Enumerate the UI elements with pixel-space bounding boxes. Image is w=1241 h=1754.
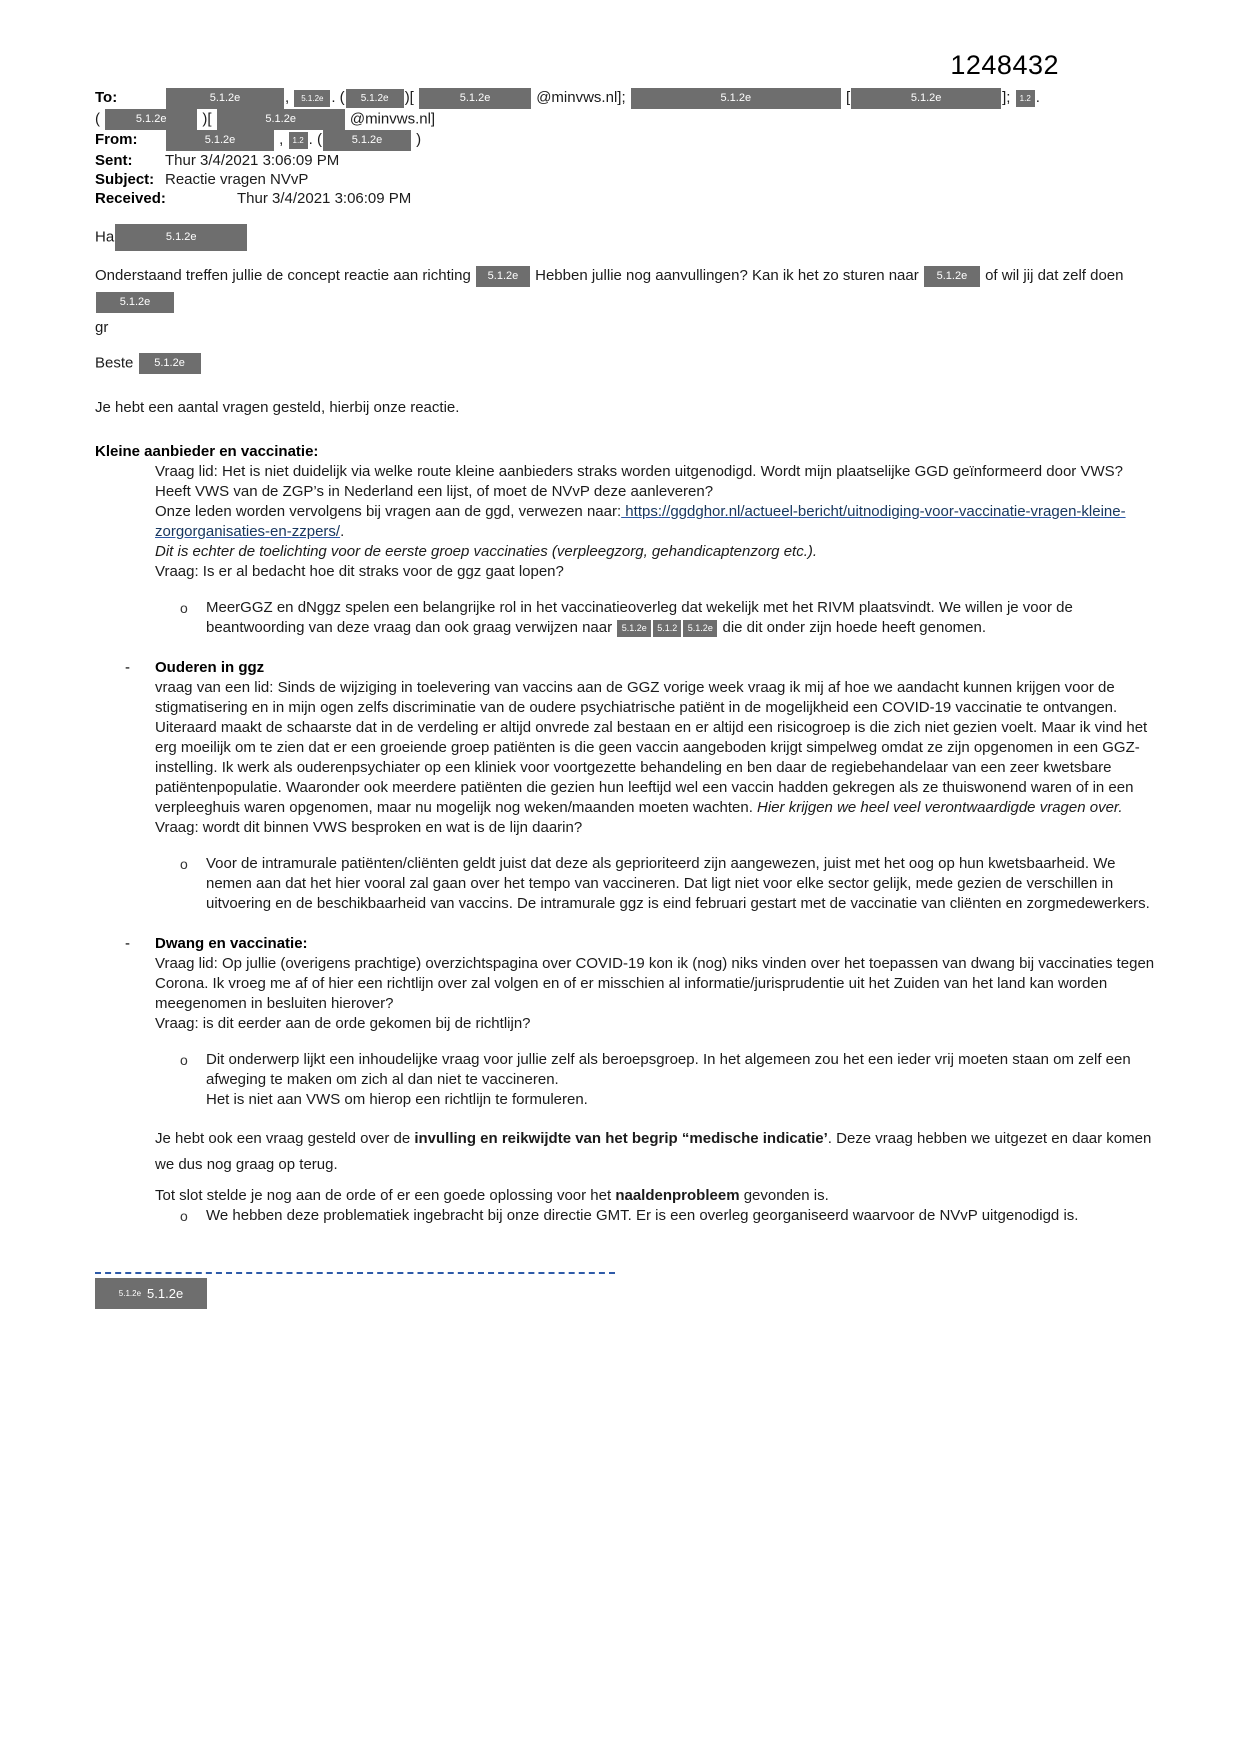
- section-heading: [125, 934, 1159, 954]
- redaction-box: 5.1.2e: [217, 109, 345, 130]
- redaction-box: 5.1.2e: [96, 292, 174, 313]
- bullet-text: [206, 1206, 1159, 1226]
- text-run: Hebben jullie nog aanvullingen? Kan ik het zo sturen naar: [530, 267, 923, 284]
- bullet-item: [180, 854, 1159, 914]
- bullet-item: [180, 598, 1159, 638]
- email-body: [95, 224, 1159, 1226]
- text-run: gevonden is.: [739, 1187, 829, 1204]
- text-run: Vraag: wordt dit binnen VWS besproken en wat is de lijn daarin?: [155, 819, 583, 836]
- text-run: gr: [95, 319, 109, 336]
- text-run: ): [411, 131, 422, 149]
- bullet-text: [206, 1050, 1159, 1110]
- text-run: )[: [198, 110, 216, 128]
- text-run: die dit onder zijn hoede heeft genomen.: [718, 619, 987, 636]
- sent-label: Sent:: [95, 152, 133, 169]
- header-row-sent: [95, 151, 1159, 170]
- text-run: (: [95, 110, 105, 128]
- text-run: ];: [1002, 89, 1015, 107]
- paragraph: [95, 224, 1159, 251]
- text-run: Vraag lid: Op jullie (overigens prachtige) overzichtspagina over COVID-19 kon ik (nog) niks vinden over het toepassen van dwang bij vaccinaties tegen Corona. Ik vroeg me af of hier een richtlijn over zal volgen en of er misschien al informatie/jurisprudentie uit het Zuiden van het land kan worden meegenomen in besluiten hierover?: [155, 955, 1155, 1012]
- from-value: [165, 131, 421, 148]
- text-run: Dit is echter de toelichting voor de eerste groep vaccinaties (verpleegzorg, gehandicaptenzorg etc.).: [155, 543, 818, 560]
- paragraph: [155, 462, 1159, 502]
- paragraph: [155, 678, 1159, 818]
- paragraph: [155, 1014, 1159, 1034]
- text-run: Het is niet aan VWS om hierop een richtlijn te formuleren.: [206, 1091, 588, 1108]
- text-run: Dit onderwerp lijkt een inhoudelijke vraag voor jullie zelf als beroepsgroep. In het algemeen zou het een ieder vrij moeten staan om zelf een afweging te maken om zich al dan niet te vaccineren.: [206, 1051, 1131, 1088]
- document-id: 1248432: [950, 50, 1059, 80]
- text-run: Hier krijgen we heel veel verontwaardigde vragen over.: [757, 799, 1123, 816]
- bullet-text: [206, 854, 1159, 914]
- text-run: @minvws.nl]: [345, 110, 436, 128]
- header-row-subject: [95, 170, 1159, 189]
- header-row-received: [95, 189, 1159, 208]
- paragraph: [95, 353, 1159, 374]
- received-value: Thur 3/4/2021 3:06:09 PM: [237, 190, 412, 207]
- paragraph: [155, 818, 1159, 838]
- redaction-label-large: 5.1.2e: [147, 1286, 184, 1301]
- dash-bullet-marker: -: [125, 659, 130, 676]
- text-run: We hebben deze problematiek ingebracht bij onze directie GMT. Er is een overleg georganiseerd waarvoor de NVvP uitgenodigd is.: [206, 1207, 1079, 1224]
- text-run: )[: [404, 89, 419, 107]
- to-value-line1: [165, 89, 1040, 106]
- text-run: naaldenprobleem: [615, 1187, 740, 1204]
- redaction-label-small: 5.1.2e: [118, 1289, 142, 1298]
- sent-value: Thur 3/4/2021 3:06:09 PM: [165, 152, 340, 169]
- text-run: Onderstaand treffen jullie de concept reactie aan richting: [95, 267, 475, 284]
- redaction-box: 5.1.2e: [617, 620, 651, 637]
- dash-bullet-marker: -: [125, 935, 130, 952]
- text-run: Ha: [95, 228, 115, 246]
- redaction-box: 5.1.2e: [105, 109, 197, 130]
- bullet-item: [180, 1050, 1159, 1110]
- redaction-box: 5.1.2: [653, 620, 681, 637]
- paragraph: [155, 542, 1159, 562]
- text-run: MeerGGZ en dNggz spelen een belangrijke rol in het vaccinatieoverleg dat wekelijk met het RIVM plaatsvindt. We willen je voor de beantwoording van deze vraag dan ook graag verwijzen naar: [206, 599, 1073, 636]
- text-run: . (: [308, 131, 322, 149]
- text-run: [: [841, 89, 851, 107]
- header-row-to-continuation: [95, 109, 1159, 130]
- email-header: [95, 88, 1159, 208]
- text-run: . (: [331, 89, 345, 107]
- text-run: Vraag: Is er al bedacht hoe dit straks voor de ggz gaat lopen?: [155, 563, 564, 580]
- subject-label: Subject:: [95, 171, 155, 188]
- redaction-box: 5.1.2e: [924, 266, 980, 287]
- bullet-marker: o: [180, 856, 188, 872]
- text-run: @minvws.nl];: [532, 89, 630, 107]
- text-run: of wil jij dat zelf doen: [980, 267, 1124, 284]
- text-run: Voor de intramurale patiënten/cliënten geldt juist dat deze als geprioriteerd zijn aangewezen, juist met het oog op hun kwetsbaarheid. We nemen aan dat het hier vooral zal gaan over het tempo van vaccineren. Dat ligt niet voor elke sector gelijk, mede gezien de verschillen in uitvoering en de beschikbaarheid van vaccins. De intramurale ggz is eind februari gestart met de vaccinatie van cliënten en zorgmedewerkers.: [206, 855, 1150, 912]
- bullet-marker: o: [180, 1052, 188, 1068]
- paragraph: [95, 315, 1159, 341]
- redaction-box: 5.1.2e: [346, 89, 404, 108]
- text-run: invulling en reikwijdte van het begrip “medische indicatie’: [414, 1130, 828, 1147]
- redaction-box: 5.1.2e: [294, 90, 330, 107]
- paragraph: [155, 954, 1159, 1014]
- dashed-separator: [95, 1272, 615, 1274]
- redaction-box: 5.1.2e: [683, 620, 717, 637]
- bullet-marker: o: [180, 1208, 188, 1224]
- bullet-text: [206, 598, 1159, 638]
- to-label: To:: [95, 89, 118, 107]
- text-run: ,: [275, 131, 288, 149]
- bullet-marker: o: [180, 600, 188, 616]
- signature-redaction-box: [95, 1278, 207, 1309]
- text-run: Beste: [95, 354, 138, 372]
- paragraph: [155, 1126, 1159, 1178]
- redaction-box: 1.2: [1016, 90, 1035, 107]
- redaction-box: 5.1.2e: [476, 266, 530, 287]
- redaction-box: 5.1.2e: [166, 88, 284, 109]
- text-run: .: [340, 523, 345, 540]
- redaction-box: 5.1.2e: [419, 88, 531, 109]
- redaction-box: 5.1.2e: [631, 88, 841, 109]
- text-run: .: [1035, 89, 1040, 107]
- received-label: Received:: [95, 190, 166, 207]
- subject-value: Reactie vragen NVvP: [165, 171, 309, 188]
- text-run: Tot slot stelde je nog aan de orde of er een goede oplossing voor het: [155, 1187, 616, 1204]
- text-run: Je hebt ook een vraag gesteld over de: [155, 1130, 415, 1147]
- redaction-box: 5.1.2e: [139, 353, 201, 374]
- text-run: vraag van een lid: Sinds de wijziging in toelevering van vaccins aan de GGZ vorige week vraag ik mij af hoe we aandacht kunnen krijgen voor de stigmatisering en in mijn ogen zelfs discriminatie van de oudere psychiatrische patiënt in de mogelijkheid een COVID-19 vaccinatie te ontvangen. Uiteraard maakt de schaarste dat in de verdeling er altijd onvrede zal bestaan en er altijd een risicogroep is die zich niet gezien voelt. Maar ik vind het erg moeilijk om te zien dat er een groeiende groep patiënten is die geen vaccin aangeboden krijgt simpelweg omdat ze zijn opgenomen in een GGZ-instelling. Ik werk als ouderenpsychiater op een kliniek voor voortgezette behandeling en ben daar de regiebehandelaar van een zeer kwetsbare patiëntenpopulatie. Waaronder ook meerdere patiënten die gezien hun leeftijd wel een vaccin hadden gekregen als ze thuiswonend waren of in een verpleeghuis waren opgenomen, maar nu mogelijk nog weken/maanden moeten wachten.: [155, 679, 1148, 816]
- paragraph: [155, 562, 1159, 582]
- text-run: Vraag lid: Het is niet duidelijk via welke route kleine aanbieders straks worden uitgenodigd. Wordt mijn plaatselijke GGD geïnformeerd door VWS? Heeft VWS van de ZGP’s in Nederland een lijst, of moet de NVvP deze aanleveren?: [155, 463, 1123, 500]
- text-run: ,: [285, 89, 294, 107]
- redaction-box: 5.1.2e: [851, 88, 1001, 109]
- section-heading: [125, 658, 1159, 678]
- header-row-from: [95, 130, 1159, 151]
- text-run: . Deze vraag hebben we uitgezet en daar komen we dus nog graag op terug.: [155, 1130, 1152, 1173]
- header-row-to: [95, 88, 1159, 109]
- text-run: Vraag: is dit eerder aan de orde gekomen bij de richtlijn?: [155, 1015, 531, 1032]
- redaction-box: 5.1.2e: [323, 130, 411, 151]
- redaction-box: 5.1.2e: [115, 224, 247, 251]
- text-run: Je hebt een aantal vragen gesteld, hierbij onze reactie.: [95, 399, 460, 416]
- hyperlink[interactable]: https://ggdghor.nl/actueel-bericht/uitnodiging-voor-vaccinatie-vragen-kleine-zorgorganisaties-en-zzpers/: [155, 503, 1126, 540]
- paragraph: [155, 502, 1159, 542]
- section-heading-text: Ouderen in ggz: [155, 659, 265, 676]
- bullet-item: [180, 1206, 1159, 1226]
- paragraph: [95, 263, 1159, 315]
- paragraph: [155, 1186, 1159, 1206]
- redaction-box: 5.1.2e: [166, 130, 274, 151]
- text-run: Onze leden worden vervolgens bij vragen aan de ggd, verwezen naar:: [155, 503, 622, 520]
- from-label: From:: [95, 131, 138, 149]
- paragraph: [95, 398, 1159, 418]
- redaction-box: 1.2: [289, 132, 308, 149]
- section-heading-text: Dwang en vaccinatie:: [155, 935, 308, 952]
- section-heading: Kleine aanbieder en vaccinatie:: [95, 443, 319, 460]
